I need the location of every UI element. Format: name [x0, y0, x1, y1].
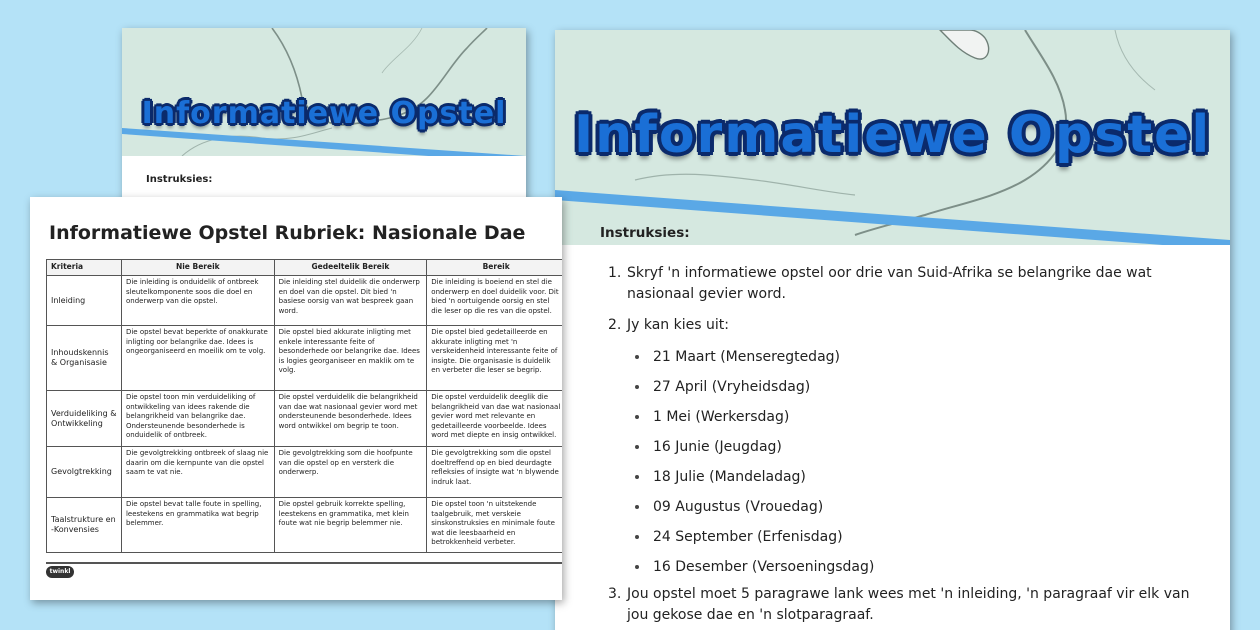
- column-header: Gedeeltelik Bereik: [274, 260, 427, 276]
- instructions-label: Instruksies:: [600, 225, 690, 241]
- worksheet-title: Informatiewe Opstel: [573, 105, 1212, 165]
- item-number: 1.: [608, 265, 622, 281]
- table-cell: Die opstel bevat beperkte of onakkurate inligting oor belangrike dae. Idees is ongeorganiseerd en moeilik om te volg.: [121, 326, 274, 391]
- table-cell: Die opstel toon min verduideliking of ontwikkeling van idees rakende die belangrikheid van belangrike dae. Ondersteunende besonderhede is onduidelik of ontbreek.: [121, 391, 274, 447]
- table-cell: Die opstel bied akkurate inligting met enkele interessante feite of besonderhede oor belangrike dae. Idees is logies georganiseer en maklik om te volg.: [274, 326, 427, 391]
- table-cell: Die opstel gebruik korrekte spelling, leestekens en grammatika, met klein foute wat nie begrip belemmer nie.: [274, 498, 427, 553]
- table-row: [47, 391, 563, 447]
- day-text: 24 September (Erfenisdag): [653, 529, 843, 545]
- criterion-cell: Inleiding: [47, 276, 122, 326]
- item-text: Skryf 'n informatiewe opstel oor drie van Suid-Afrika se belangrike dae wat nasionaal gevier word.: [627, 265, 1152, 302]
- bullet-icon: [635, 505, 639, 509]
- column-header: Kriteria: [47, 260, 122, 276]
- column-header: Bereik: [427, 260, 562, 276]
- day-text: 09 Augustus (Vrouedag): [653, 499, 824, 515]
- day-text: 27 April (Vryheidsdag): [653, 379, 811, 395]
- national-days-list: [627, 342, 1200, 582]
- table-cell: Die opstel bevat talle foute in spelling, leestekens en grammatika wat begrip belemmer.: [121, 498, 274, 553]
- bullet-icon: [635, 445, 639, 449]
- table-cell: Die gevolgtrekking ontbreek of slaag nie daarin om die kernpunte van die opstel saam te vat nie.: [121, 447, 274, 498]
- day-item: [627, 492, 1200, 522]
- column-header: Nie Bereik: [121, 260, 274, 276]
- day-item: [627, 402, 1200, 432]
- rubric-table: [46, 259, 562, 553]
- table-cell: Die inleiding stel duidelik die onderwerp en doel van die opstel. Dit bied 'n basiese oorsig van wat bespreek gaan word.: [274, 276, 427, 326]
- table-cell: Die inleiding is onduidelik of ontbreek sleutelkomponente soos die doel en onderwerp van die opstel.: [121, 276, 274, 326]
- table-cell: Die gevolgtrekking som die hoofpunte van die opstel op en versterk die onderwerp.: [274, 447, 427, 498]
- day-item: [627, 462, 1200, 492]
- day-item: [627, 342, 1200, 372]
- bullet-icon: [635, 565, 639, 569]
- bullet-icon: [635, 385, 639, 389]
- bullet-icon: [635, 535, 639, 539]
- map-header: [122, 28, 526, 156]
- day-item: [627, 522, 1200, 552]
- table-row: [47, 326, 563, 391]
- day-text: 21 Maart (Menseregtedag): [653, 349, 840, 365]
- item-text: Jou opstel moet 5 paragrawe lank wees met 'n inleiding, 'n paragraaf vir elk van jou gekose dae en 'n slotparagraaf.: [627, 586, 1190, 623]
- map-illustration: [122, 28, 526, 156]
- day-text: 16 Junie (Jeugdag): [653, 439, 782, 455]
- table-header-row: [47, 260, 563, 276]
- table-cell: Die opstel verduidelik die belangrikheid van dae wat nasionaal gevier word met ondersteunende besonderhede. Idees word ontwikkel om begrip te toon.: [274, 391, 427, 447]
- day-item: [627, 372, 1200, 402]
- list-item: [600, 263, 1200, 305]
- worksheet-title: Informatiewe Opstel: [141, 96, 507, 131]
- worksheet-preview-instructions: [555, 30, 1230, 630]
- rubric-title: Informatiewe Opstel Rubriek: Nasionale Dae: [49, 222, 526, 244]
- day-item: [627, 552, 1200, 582]
- table-cell: Die gevolgtrekking som die opstel doeltreffend op en bied deurdagte refleksies of insigte wat 'n blywende indruk laat.: [427, 447, 562, 498]
- criterion-cell: Inhoudskennis & Organisasie: [47, 326, 122, 391]
- bullet-icon: [635, 475, 639, 479]
- criterion-cell: Verduideliking & Ontwikkeling: [47, 391, 122, 447]
- day-text: 1 Mei (Werkersdag): [653, 409, 790, 425]
- day-text: 16 Desember (Versoeningsdag): [653, 559, 875, 575]
- map-header: [555, 30, 1230, 245]
- day-text: 18 Julie (Mandeladag): [653, 469, 806, 485]
- twinkl-logo: twinkl: [46, 566, 74, 578]
- item-number: 2.: [608, 317, 622, 333]
- list-item: [600, 315, 1200, 336]
- instructions: [600, 225, 1200, 630]
- instructions-label: Instruksies:: [146, 174, 213, 185]
- rubric-sheet: [30, 197, 562, 600]
- table-row: [47, 498, 563, 553]
- bullet-icon: [635, 355, 639, 359]
- table-cell: Die opstel toon 'n uitstekende taalgebruik, met verskeie sinskonstruksies en minimale foute wat die leesbaarheid en betrokkenheid verbeter.: [427, 498, 562, 553]
- rubric-footer: [46, 562, 562, 576]
- table-cell: Die inleiding is boeiend en stel die onderwerp en doel duidelik voor. Dit bied 'n oortuigende oorsig en stel die leser op die res van die opstel.: [427, 276, 562, 326]
- item-number: 3.: [608, 586, 622, 602]
- table-row: [47, 447, 563, 498]
- table-row: [47, 276, 563, 326]
- table-cell: Die opstel bied gedetailleerde en akkurate inligting met 'n verskeidenheid interessante feite of insigte. Die organisasie is duidelik en verbeter die leser se begrip.: [427, 326, 562, 391]
- criterion-cell: Gevolgtrekking: [47, 447, 122, 498]
- table-cell: Die opstel verduidelik deeglik die belangrikheid van dae wat nasionaal gevier word met relevante en gedetailleerde voorbeelde. Idees word met diepte en insig ontwikkel.: [427, 391, 562, 447]
- criterion-cell: Taalstrukture en -Konvensies: [47, 498, 122, 553]
- day-item: [627, 432, 1200, 462]
- list-item: [600, 584, 1200, 626]
- bullet-icon: [635, 415, 639, 419]
- item-text: Jy kan kies uit:: [627, 317, 729, 333]
